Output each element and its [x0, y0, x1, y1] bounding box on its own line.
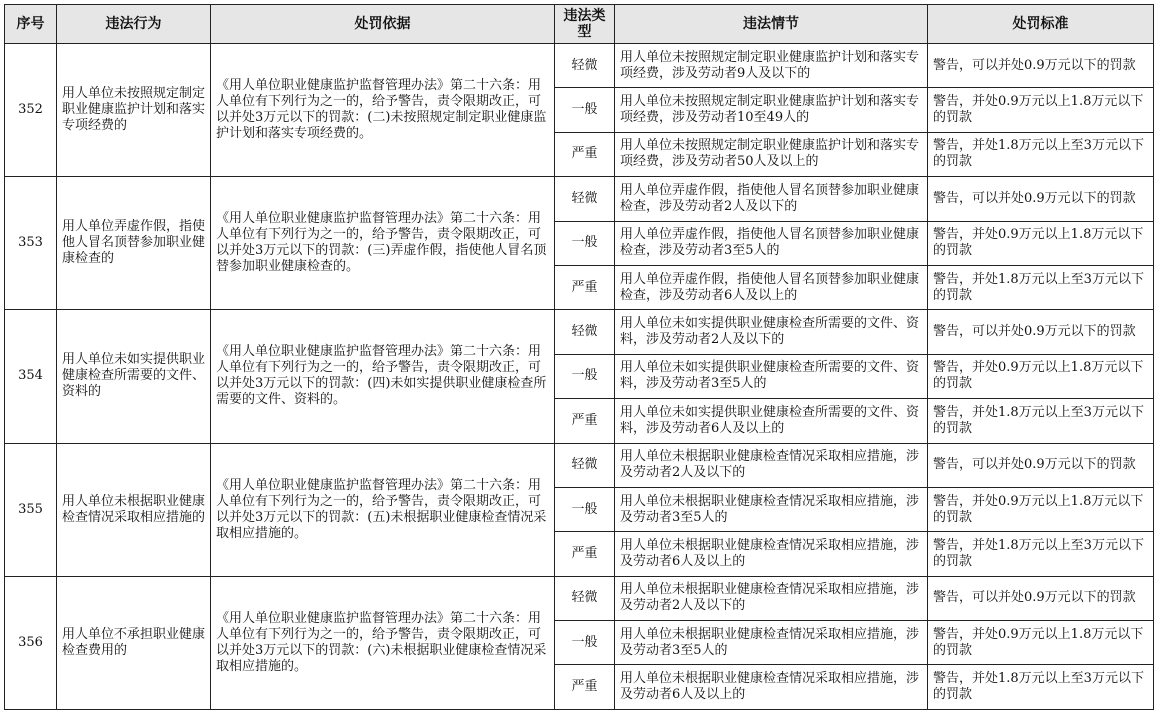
penalty-standard: 警告，可以并处0.9万元以下的罚款: [928, 177, 1154, 221]
violation-circumstance: 用人单位未如实提供职业健康检查所需要的文件、资料，涉及劳动者6人及以上的: [615, 399, 928, 443]
penalty-standard: 警告，可以并处0.9万元以下的罚款: [928, 310, 1154, 354]
penalty-standard: 警告，并处1.8万元以上至3万元以下的罚款: [928, 265, 1154, 309]
serial-no: 355: [5, 443, 57, 576]
penalty-standard: 警告，可以并处0.9万元以下的罚款: [928, 44, 1154, 88]
header-penalty-basis: 处罚依据: [211, 5, 555, 44]
violation-level: 严重: [555, 399, 615, 443]
violation-circumstance: 用人单位未根据职业健康检查情况采取相应措施，涉及劳动者3至5人的: [615, 621, 928, 665]
violation-circumstance: 用人单位未根据职业健康检查情况采取相应措施，涉及劳动者2人及以下的: [615, 443, 928, 487]
violation-level: 轻微: [555, 443, 615, 487]
header-penalty-standard: 处罚标准: [928, 5, 1154, 44]
table-row: [5, 44, 1154, 88]
violation-level: 轻微: [555, 310, 615, 354]
violation-circumstance: 用人单位未如实提供职业健康检查所需要的文件、资料，涉及劳动者2人及以下的: [615, 310, 928, 354]
violation-level: 严重: [555, 665, 615, 710]
serial-no: 353: [5, 177, 57, 310]
penalty-standard: 警告，并处0.9万元以上1.8万元以下的罚款: [928, 487, 1154, 531]
violation-circumstance: 用人单位弄虚作假，指使他人冒名顶替参加职业健康检查，涉及劳动者3至5人的: [615, 221, 928, 265]
penalty-standard: 警告，可以并处0.9万元以下的罚款: [928, 576, 1154, 620]
violation-circumstance: 用人单位未按照规定制定职业健康监护计划和落实专项经费，涉及劳动者50人及以上的: [615, 132, 928, 176]
violation-circumstance: 用人单位弄虚作假，指使他人冒名顶替参加职业健康检查，涉及劳动者6人及以上的: [615, 265, 928, 309]
violation-behavior: 用人单位未按照规定制定职业健康监护计划和落实专项经费的: [57, 44, 211, 177]
serial-no: 356: [5, 576, 57, 709]
violation-circumstance: 用人单位未按照规定制定职业健康监护计划和落实专项经费，涉及劳动者9人及以下的: [615, 44, 928, 88]
penalty-basis: 《用人单位职业健康监护监督管理办法》第二十六条：用人单位有下列行为之一的，给予警告，责令限期改正，可以并处3万元以下的罚款：(四)未如实提供职业健康检查所需要的文件、资料的。: [211, 310, 555, 443]
violation-level: 轻微: [555, 177, 615, 221]
table-row: [5, 177, 1154, 221]
table-header-row: [5, 5, 1154, 44]
penalty-basis: 《用人单位职业健康监护监督管理办法》第二十六条：用人单位有下列行为之一的，给予警告，责令限期改正，可以并处3万元以下的罚款：(二)未按照规定制定职业健康监护计划和落实专项经费的。: [211, 44, 555, 177]
penalty-standard: 警告，并处0.9万元以上1.8万元以下的罚款: [928, 88, 1154, 132]
penalty-basis: 《用人单位职业健康监护监督管理办法》第二十六条：用人单位有下列行为之一的，给予警告，责令限期改正，可以并处3万元以下的罚款：(六)未根据职业健康检查情况采取相应措施的。: [211, 576, 555, 709]
violation-behavior: 用人单位未如实提供职业健康检查所需要的文件、资料的: [57, 310, 211, 443]
violation-level: 严重: [555, 132, 615, 176]
penalty-standard: 警告，可以并处0.9万元以下的罚款: [928, 443, 1154, 487]
penalty-standard: 警告，并处1.8万元以上至3万元以下的罚款: [928, 532, 1154, 576]
table-row: [5, 310, 1154, 354]
violation-level: 严重: [555, 532, 615, 576]
header-serial-no: 序号: [5, 5, 57, 44]
violation-behavior: 用人单位弄虚作假，指使他人冒名顶替参加职业健康检查的: [57, 177, 211, 310]
penalty-standard: 警告，并处0.9万元以上1.8万元以下的罚款: [928, 354, 1154, 398]
header-violation-type: 违法类型: [555, 5, 615, 44]
serial-no: 354: [5, 310, 57, 443]
violation-level: 一般: [555, 621, 615, 665]
violation-circumstance: 用人单位未如实提供职业健康检查所需要的文件、资料，涉及劳动者3至5人的: [615, 354, 928, 398]
violation-level: 一般: [555, 487, 615, 531]
violation-level: 轻微: [555, 44, 615, 88]
violation-level: 一般: [555, 221, 615, 265]
penalty-standard: 警告，并处1.8万元以上至3万元以下的罚款: [928, 132, 1154, 176]
violation-circumstance: 用人单位弄虚作假，指使他人冒名顶替参加职业健康检查，涉及劳动者2人及以下的: [615, 177, 928, 221]
violation-circumstance: 用人单位未根据职业健康检查情况采取相应措施，涉及劳动者6人及以上的: [615, 665, 928, 710]
penalty-standard: 警告，并处0.9万元以上1.8万元以下的罚款: [928, 221, 1154, 265]
penalty-standard: 警告，并处0.9万元以上1.8万元以下的罚款: [928, 621, 1154, 665]
violation-circumstance: 用人单位未根据职业健康检查情况采取相应措施，涉及劳动者6人及以上的: [615, 532, 928, 576]
violation-circumstance: 用人单位未按照规定制定职业健康监护计划和落实专项经费，涉及劳动者10至49人的: [615, 88, 928, 132]
violation-circumstance: 用人单位未根据职业健康检查情况采取相应措施，涉及劳动者2人及以下的: [615, 576, 928, 620]
penalty-table: [4, 4, 1154, 710]
serial-no: 352: [5, 44, 57, 177]
table-row: [5, 576, 1154, 620]
violation-level: 一般: [555, 88, 615, 132]
violation-level: 轻微: [555, 576, 615, 620]
penalty-basis: 《用人单位职业健康监护监督管理办法》第二十六条：用人单位有下列行为之一的，给予警告，责令限期改正，可以并处3万元以下的罚款：(五)未根据职业健康检查情况采取相应措施的。: [211, 443, 555, 576]
violation-circumstance: 用人单位未根据职业健康检查情况采取相应措施，涉及劳动者3至5人的: [615, 487, 928, 531]
penalty-standard: 警告，并处1.8万元以上至3万元以下的罚款: [928, 399, 1154, 443]
header-violation: 违法行为: [57, 5, 211, 44]
violation-level: 一般: [555, 354, 615, 398]
violation-level: 严重: [555, 265, 615, 309]
penalty-basis: 《用人单位职业健康监护监督管理办法》第二十六条：用人单位有下列行为之一的，给予警告，责令限期改正，可以并处3万元以下的罚款：(三)弄虚作假，指使他人冒名顶替参加职业健康检查的。: [211, 177, 555, 310]
penalty-standard: 警告，并处1.8万元以上至3万元以下的罚款: [928, 665, 1154, 710]
violation-behavior: 用人单位不承担职业健康检查费用的: [57, 576, 211, 709]
header-circumstances: 违法情节: [615, 5, 928, 44]
violation-behavior: 用人单位未根据职业健康检查情况采取相应措施的: [57, 443, 211, 576]
table-row: [5, 443, 1154, 487]
